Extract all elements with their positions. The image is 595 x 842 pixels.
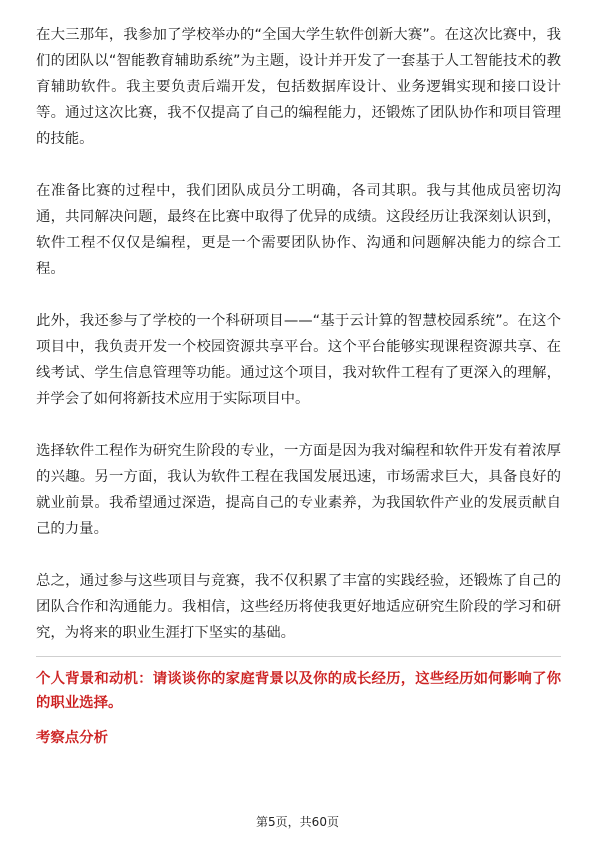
body-paragraph-5: 总之，通过参与这些项目与竞赛，我不仅积累了丰富的实践经验，还锻炼了自己的团队合作和沟通能力。我相信，这些经历将使我更好地适应研究生阶段的学习和研究，为将来的职业生涯打下坚实的基础。 [36,573,561,641]
body-paragraph-3: 此外，我还参与了学校的一个科研项目——“基于云计算的智慧校园系统”。在这个项目中，我负责开发一个校园资源共享平台。这个平台能够实现课程资源共享、在线考试、学生信息管理等功能。通过这个项目，我对软件工程有了更深入的理解，并学会了如何将新技术应用于实际项目中。 [36,313,561,407]
analysis-heading: 考察点分析 [36,730,108,746]
page-footer: 第5页，共60页 [256,815,339,829]
body-paragraph-2: 在准备比赛的过程中，我们团队成员分工明确，各司其职。我与其他成员密切沟通，共同解决问题，最终在比赛中取得了优异的成绩。这段经历让我深刻认识到，软件工程不仅仅是编程，更是一个需要团队协作、沟通和问题解决能力的综合工程。 [36,183,561,277]
question-heading: 个人背景和动机：请谈谈你的家庭背景以及你的成长经历，这些经历如何影响了你的职业选择。 [36,671,561,711]
section-divider [36,656,561,657]
body-paragraph-1: 在大三那年，我参加了学校举办的“全国大学生软件创新大赛”。在这次比赛中，我们的团队以“智能教育辅助系统”为主题，设计并开发了一套基于人工智能技术的教育辅助软件。我主要负责后端开发，包括数据库设计、业务逻辑实现和接口设计等。通过这次比赛，我不仅提高了自己的编程能力，还锻炼了团队协作和项目管理的技能。 [36,27,561,147]
body-paragraph-4: 选择软件工程作为研究生阶段的专业，一方面是因为我对编程和软件开发有着浓厚的兴趣。另一方面，我认为软件工程在我国发展迅速，市场需求巨大，具备良好的就业前景。我希望通过深造，提高自己的专业素养，为我国软件产业的发展贡献自己的力量。 [36,443,561,537]
page-content [36,22,561,749]
